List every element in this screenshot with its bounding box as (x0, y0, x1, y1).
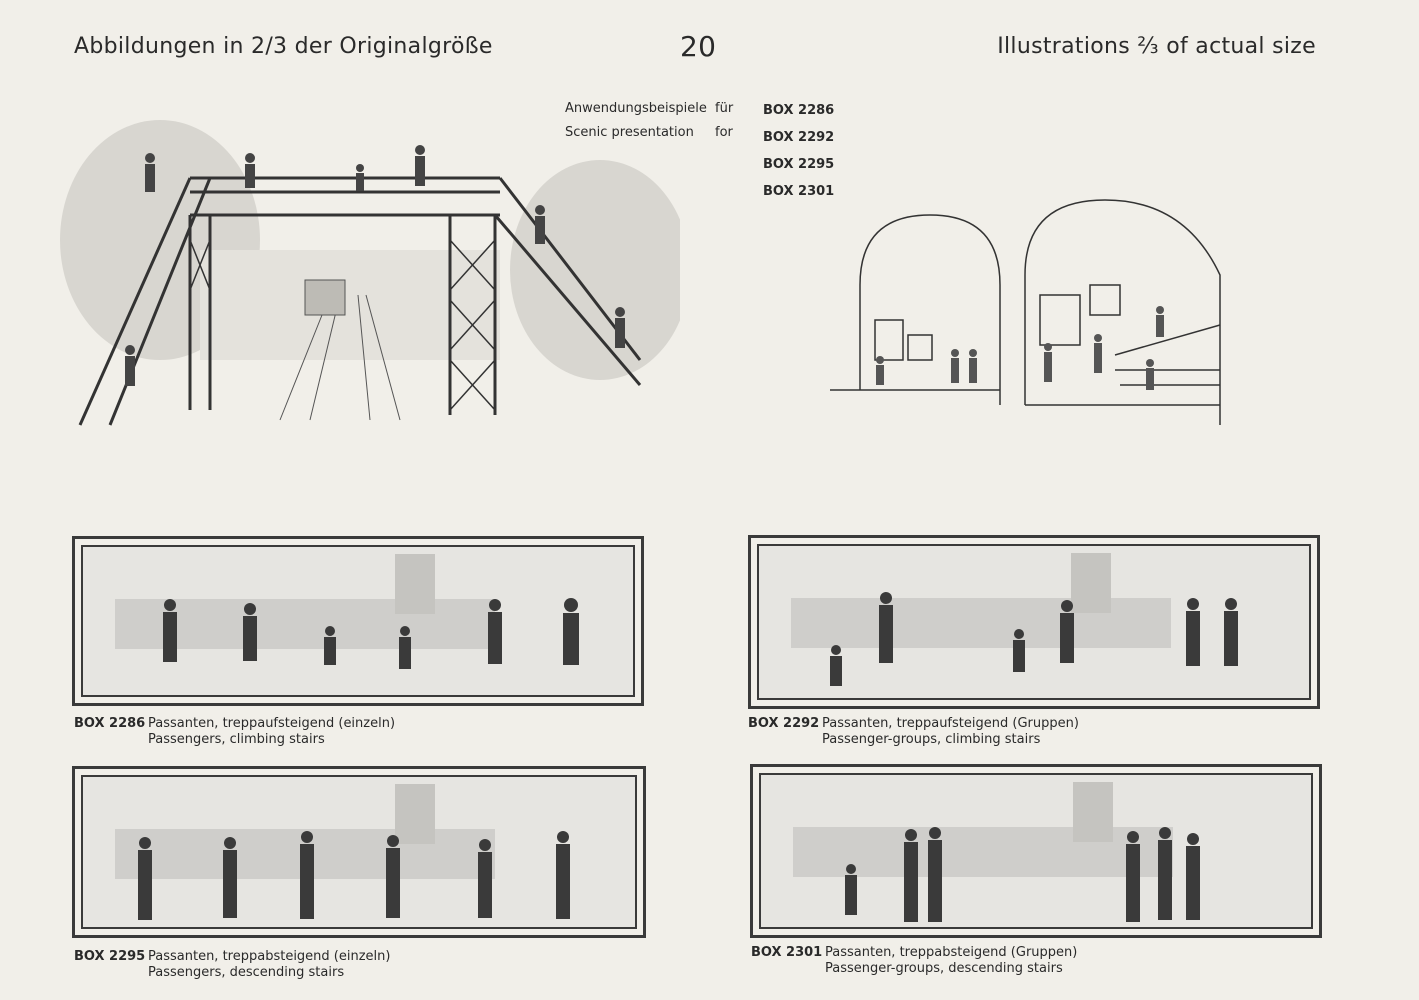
caption-german: Passanten, treppabsteigend (einzeln) (148, 949, 391, 964)
figure-panel-2286 (72, 536, 644, 706)
caption-2295 (74, 949, 390, 981)
legend-english-for: for (715, 125, 733, 140)
figure-panel-2295 (72, 766, 646, 938)
legend-box-list (763, 97, 834, 205)
caption-2301 (751, 945, 1077, 977)
legend-german: Anwendungsbeispiele (565, 101, 707, 116)
legend-box: BOX 2301 (763, 184, 835, 199)
page-number: 20 (680, 30, 717, 63)
caption-german: Passanten, treppaufsteigend (einzeln) (148, 716, 396, 731)
caption-box: BOX 2286 (74, 716, 146, 731)
legend-box: BOX 2292 (763, 130, 835, 145)
legend-german-for: für (715, 101, 734, 116)
panel-scene (751, 538, 1317, 706)
caption-box: BOX 2301 (751, 945, 823, 960)
panel-scene (75, 539, 641, 703)
legend-box: BOX 2286 (763, 103, 835, 118)
page-header-left: Abbildungen in 2/3 der Originalgröße (74, 34, 493, 59)
panel-scene (75, 769, 643, 935)
panel-scene (753, 767, 1319, 935)
caption-2292 (748, 716, 1079, 748)
footbridge-illustration (40, 120, 680, 440)
legend-english: Scenic presentation (565, 125, 694, 140)
figure-panel-2301 (750, 764, 1322, 938)
caption-english: Passengers, descending stairs (148, 965, 345, 980)
caption-box: BOX 2292 (748, 716, 820, 731)
arches-illustration (830, 195, 1230, 430)
page-header-right: Illustrations ⅔ of actual size (997, 34, 1316, 59)
legend-box: BOX 2295 (763, 157, 835, 172)
caption-english: Passenger-groups, descending stairs (825, 961, 1063, 976)
figure-panel-2292 (748, 535, 1320, 709)
caption-german: Passanten, treppaufsteigend (Gruppen) (822, 716, 1079, 731)
caption-english: Passenger-groups, climbing stairs (822, 732, 1041, 747)
caption-english: Passengers, climbing stairs (148, 732, 325, 747)
caption-german: Passanten, treppabsteigend (Gruppen) (825, 945, 1078, 960)
caption-box: BOX 2295 (74, 949, 146, 964)
caption-2286 (74, 716, 395, 748)
